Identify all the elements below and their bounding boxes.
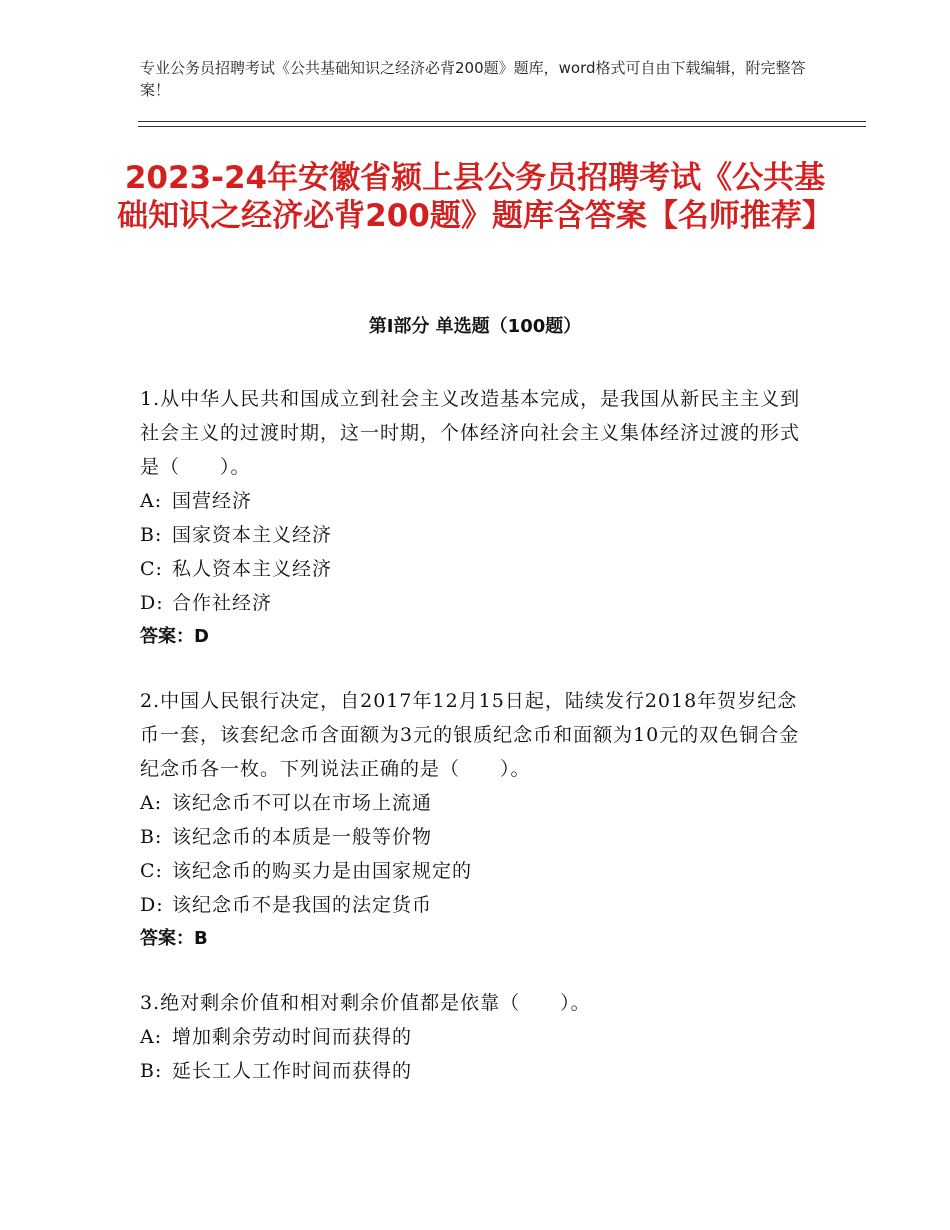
answer: 答案：D: [140, 626, 209, 647]
section-title: 第Ⅰ部分 单选题（100题）: [368, 316, 582, 337]
option-text: 延长工人工作时间而获得的: [172, 1060, 413, 1082]
answer: 答案：B: [140, 928, 208, 949]
option-text: 该纪念币不是我国的法定货币: [172, 894, 433, 916]
option-letter: B:: [140, 826, 163, 848]
option-c: [140, 552, 810, 586]
option-letter: C:: [140, 860, 163, 882]
option-d: [140, 586, 810, 620]
question-item: [140, 382, 810, 654]
option-b: [140, 820, 810, 854]
option-letter: A:: [140, 1026, 163, 1048]
option-b: [140, 1054, 810, 1088]
option-text: 增加剩余劳动时间而获得的: [172, 1026, 413, 1048]
option-text: 国营经济: [172, 490, 253, 512]
option-letter: B:: [140, 524, 163, 546]
option-text: 该纪念币的本质是一般等价物: [172, 826, 433, 848]
option-text: 私人资本主义经济: [172, 558, 333, 580]
option-a: [140, 786, 810, 820]
option-text: 国家资本主义经济: [172, 524, 333, 546]
option-letter: A:: [140, 490, 163, 512]
question-stem: 2.中国人民银行决定，自2017年12月15日起，陆续发行2018年贺岁纪念币一套，该套纪念币含面额为3元的银质纪念币和面额为10元的双色铜合金纪念币各一枚。下列说法正确的是（ ）。: [140, 690, 800, 780]
option-letter: C:: [140, 558, 163, 580]
option-text: 合作社经济: [172, 592, 273, 614]
option-a: [140, 1020, 810, 1054]
option-letter: B:: [140, 1060, 163, 1082]
option-text: 该纪念币不可以在市场上流通: [172, 792, 433, 814]
option-text: 该纪念币的购买力是由国家规定的: [172, 860, 473, 882]
option-b: [140, 518, 810, 552]
question-list: [140, 382, 810, 1118]
option-c: [140, 854, 810, 888]
header-divider: [138, 121, 866, 127]
question-stem: 1.从中华人民共和国成立到社会主义改造基本完成，是我国从新民主主义到社会主义的过渡时期，这一时期，个体经济向社会主义集体经济过渡的形式是（ ）。: [140, 388, 801, 478]
question-item: [140, 986, 810, 1088]
document-title: 2023-24年安徽省颍上县公务员招聘考试《公共基础知识之经济必背200题》题库含答案【名师推荐】: [117, 160, 833, 234]
option-a: [140, 484, 810, 518]
header-note: 专业公务员招聘考试《公共基础知识之经济必背200题》题库，word格式可自由下载编辑，附完整答案！: [140, 59, 806, 99]
question-stem: 3.绝对剩余价值和相对剩余价值都是依靠（ ）。: [140, 992, 591, 1014]
option-letter: D:: [140, 894, 164, 916]
option-letter: A:: [140, 792, 163, 814]
option-letter: D:: [140, 592, 164, 614]
option-d: [140, 888, 810, 922]
question-item: [140, 684, 810, 956]
